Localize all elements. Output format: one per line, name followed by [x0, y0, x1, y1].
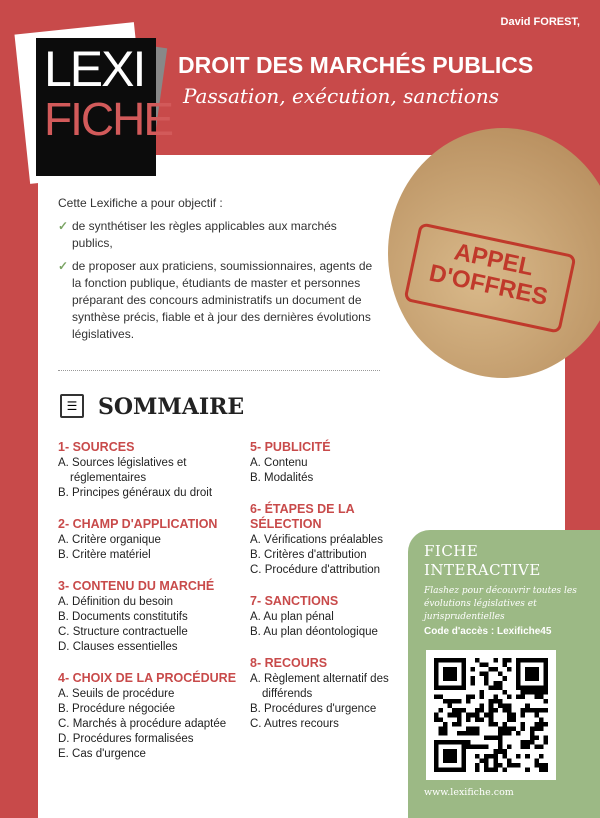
- sommaire-section: [250, 594, 410, 640]
- logo-line1: LEXI: [44, 41, 145, 97]
- intro-item: [58, 218, 378, 252]
- check-icon: ✓: [58, 219, 69, 233]
- interactive-heading: FICHE: [424, 542, 479, 560]
- section-item: B. Critères d'attribution: [250, 549, 367, 561]
- section-item: C. Procédure d'attribution: [250, 564, 381, 576]
- section-item: C. Marchés à procédure adaptée: [58, 718, 227, 730]
- section-title: 5- PUBLICITÉ: [250, 440, 331, 454]
- access-code: Code d'accès : Lexifiche45: [424, 626, 552, 637]
- intro-item-text: de proposer aux praticiens, soumissionnaires, agents de la fonction publique, étudiants de master et personnes préparant des concours administratifs un document de synthèse précis, fiable et à jour des dernières évolutions législatives.: [72, 259, 373, 341]
- logo-line2: FICHE: [44, 93, 172, 145]
- section-item: A. Au plan pénal: [250, 611, 334, 623]
- section-item: B. Documents constitutifs: [58, 611, 188, 623]
- section-item: D. Clauses essentielles: [58, 641, 178, 653]
- section-title: 8- RECOURS: [250, 656, 328, 670]
- sommaire-title: SOMMAIRE: [98, 394, 245, 420]
- interactive-heading: INTERACTIVE: [424, 561, 541, 579]
- section-item: B. Modalités: [250, 472, 314, 484]
- section-item: E. Cas d'urgence: [58, 748, 146, 760]
- sommaire-section: [250, 502, 410, 578]
- sommaire-section: [250, 656, 410, 732]
- intro-item: [58, 258, 378, 343]
- author: David FOREST,: [500, 16, 580, 28]
- section-item: A. Définition du besoin: [58, 596, 174, 608]
- section-item: A. Contenu: [250, 457, 308, 469]
- section-item: B. Procédure négociée: [58, 703, 175, 715]
- section-item: C. Structure contractuelle: [58, 626, 188, 638]
- interactive-text: Flashez pour découvrir toutes les évolutions législatives et jurisprudentielles: [424, 586, 577, 622]
- sommaire-section: [58, 517, 238, 563]
- divider: [58, 370, 380, 371]
- section-title: 6- ÉTAPES DE LA SÉLECTION: [250, 502, 355, 531]
- section-title: 7- SANCTIONS: [250, 594, 339, 608]
- book-title: DROIT DES MARCHÉS PUBLICS: [178, 52, 534, 78]
- intro-item-text: de synthétiser les règles applicables aux marchés publics,: [72, 219, 337, 250]
- section-item: A. Sources législatives et réglementaires: [58, 457, 187, 484]
- sommaire-section: [250, 440, 410, 486]
- section-title: 2- CHAMP D'APPLICATION: [58, 517, 218, 531]
- section-item: A. Règlement alternatif des différends: [250, 673, 389, 700]
- section-title: 3- CONTENU DU MARCHÉ: [58, 579, 215, 593]
- section-item: B. Procédures d'urgence: [250, 703, 377, 715]
- website-link[interactable]: www.lexifiche.com: [424, 787, 514, 798]
- section-item: B. Au plan déontologique: [250, 626, 378, 638]
- section-title: 1- SOURCES: [58, 440, 135, 454]
- interactive-box: [408, 530, 600, 818]
- sommaire-section: [58, 579, 238, 655]
- sommaire-column-left: [58, 440, 238, 778]
- sommaire-section: [58, 671, 238, 762]
- section-item: B. Principes généraux du droit: [58, 487, 213, 499]
- section-item: C. Autres recours: [250, 718, 339, 730]
- sommaire-column-right: [250, 440, 410, 748]
- section-item: B. Critère matériel: [58, 549, 151, 561]
- checklist-icon: ☰: [60, 394, 84, 418]
- stamp-text: APPEL D'OFFRES: [403, 222, 576, 334]
- section-title: 4- CHOIX DE LA PROCÉDURE: [58, 671, 237, 685]
- book-subtitle: Passation, exécution, sanctions: [183, 84, 499, 108]
- check-icon: ✓: [58, 259, 69, 273]
- qr-code[interactable]: [426, 650, 556, 780]
- lexifiche-logo: [36, 38, 172, 176]
- intro-lead: Cette Lexifiche a pour objectif :: [58, 196, 223, 210]
- sommaire-section: [58, 440, 238, 501]
- section-item: A. Vérifications préalables: [250, 534, 383, 546]
- intro: [58, 195, 378, 343]
- section-item: A. Seuils de procédure: [58, 688, 175, 700]
- section-item: A. Critère organique: [58, 534, 161, 546]
- section-item: D. Procédures formalisées: [58, 733, 194, 745]
